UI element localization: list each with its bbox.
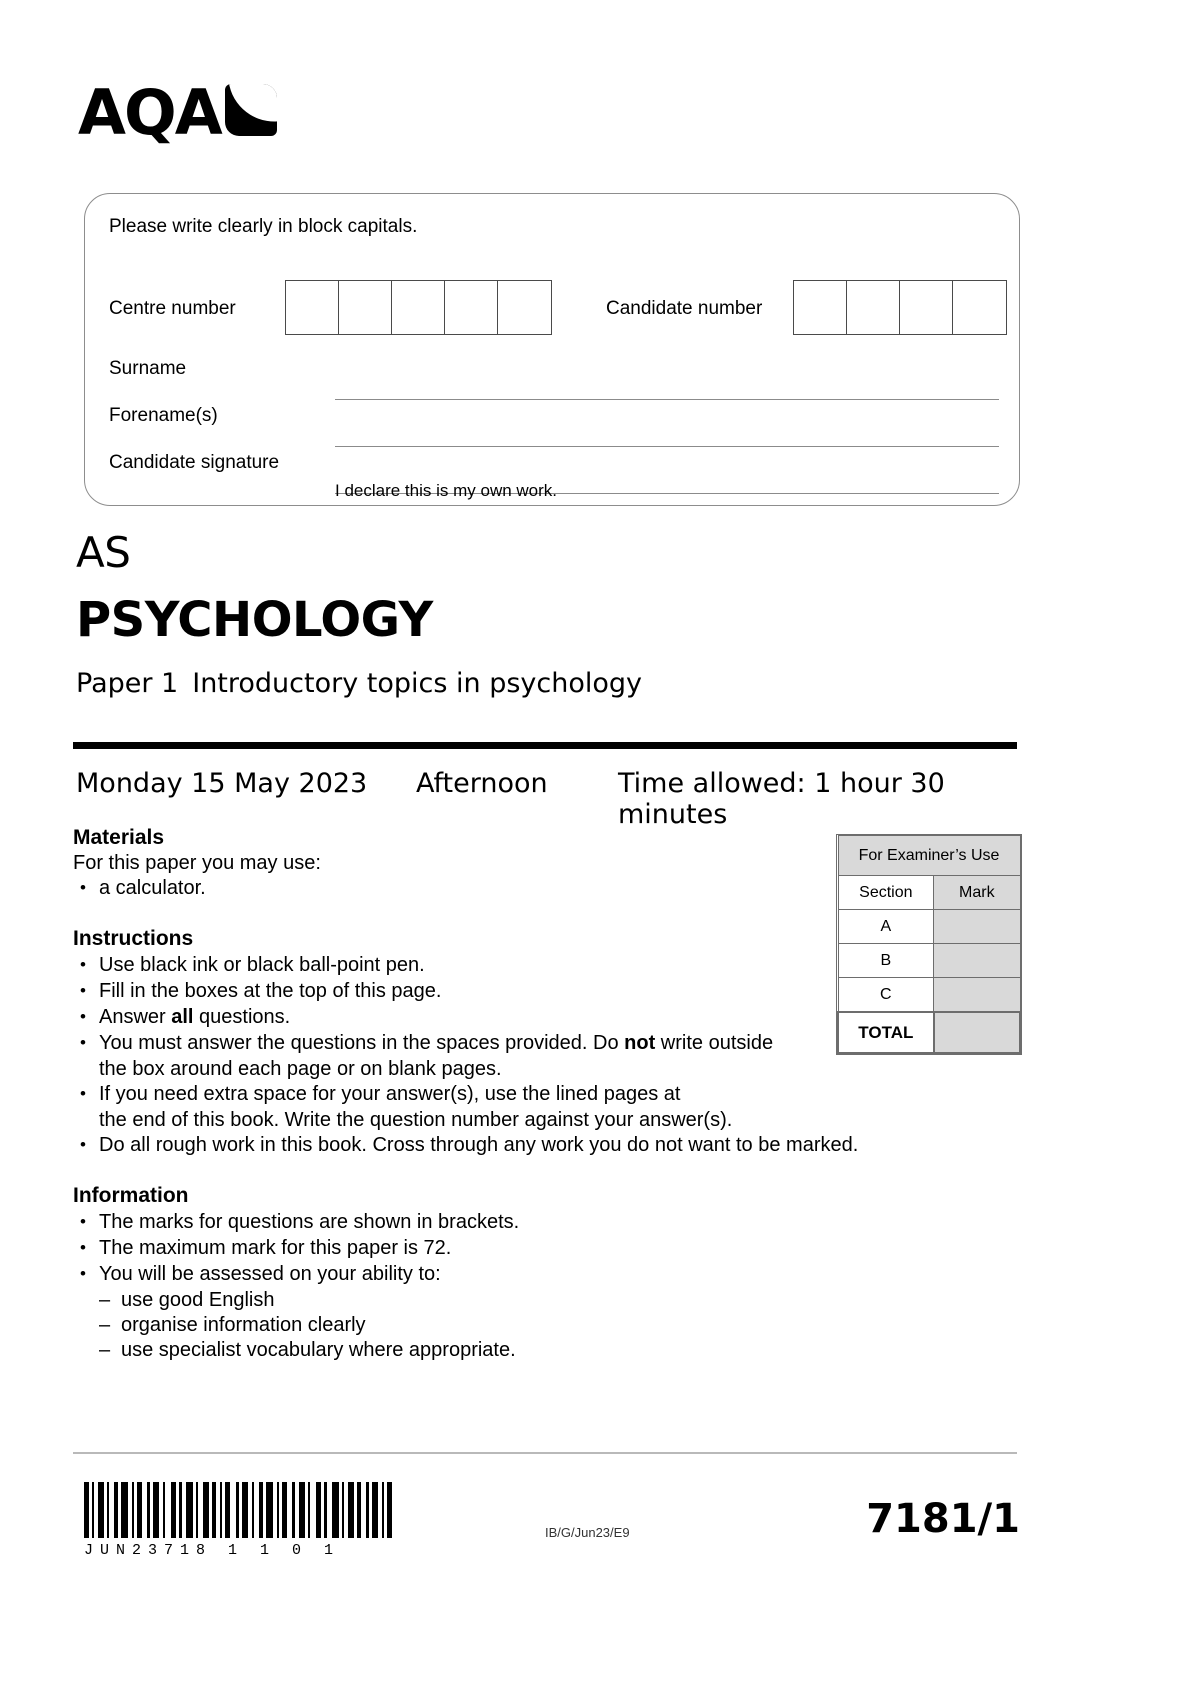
subject-title: PSYCHOLOGY	[76, 592, 433, 648]
section-label-a: A	[838, 910, 934, 944]
sub-list-item: – use specialist vocabulary where appropriate.	[99, 1338, 903, 1363]
column-header-section: Section	[838, 876, 934, 910]
number-row	[109, 280, 999, 336]
qualification-level: AS	[76, 528, 131, 577]
ib-code: IB/G/Jun23/E9	[545, 1525, 630, 1540]
centre-number-cell[interactable]	[392, 281, 445, 334]
instruction-continuation: the box around each page or on blank pages.	[99, 1058, 502, 1080]
aqa-logo-text: AQA	[78, 76, 221, 149]
information-heading: Information	[73, 1184, 189, 1207]
candidate-number-label: Candidate number	[606, 298, 763, 319]
sub-list-item: – use good English	[99, 1288, 903, 1313]
paper-title: Introductory topics in psychology	[192, 668, 643, 699]
text-post: questions.	[193, 1006, 291, 1028]
aqa-logo	[78, 76, 277, 149]
centre-number-cell[interactable]	[339, 281, 392, 334]
list-item: • You will be assessed on your ability to:	[73, 1262, 903, 1287]
sub-list-item: – organise information clearly	[99, 1313, 903, 1338]
instructions-column	[73, 826, 903, 1363]
text-pre: You must answer the questions in the spaces provided. Do	[99, 1032, 625, 1054]
list-item: • Fill in the boxes at the top of this page.	[73, 979, 903, 1004]
examiner-table-title: For Examiner’s Use	[838, 836, 1020, 876]
header-divider	[73, 742, 1017, 749]
total-label: TOTAL	[838, 1012, 934, 1053]
table-row	[838, 836, 1020, 876]
centre-number-input[interactable]	[285, 280, 552, 335]
section-label-b: B	[838, 944, 934, 978]
examiner-use-table	[836, 834, 1022, 1055]
list-item: • The maximum mark for this paper is 72.	[73, 1236, 903, 1261]
centre-number-cell[interactable]	[286, 281, 339, 334]
paper-line	[76, 668, 642, 699]
table-row	[838, 978, 1020, 1013]
list-item: • The marks for questions are shown in brackets.	[73, 1210, 903, 1235]
instructions-list-last	[73, 1133, 903, 1158]
candidate-number-cell[interactable]	[794, 281, 847, 334]
forename-input[interactable]	[335, 446, 999, 447]
candidate-details-box	[84, 193, 1020, 506]
materials-heading: Materials	[73, 826, 165, 849]
table-row	[838, 944, 1020, 978]
text-post: write outside	[655, 1032, 774, 1054]
barcode-digits: JUN23718 1 1 0 1	[84, 1542, 341, 1559]
materials-intro: For this paper you may use:	[73, 852, 321, 874]
forename-row	[109, 401, 999, 447]
surname-label: Surname	[109, 358, 187, 379]
surname-row	[109, 354, 999, 400]
exam-session: Afternoon	[416, 768, 548, 799]
candidate-number-cell[interactable]	[953, 281, 1006, 334]
time-allowed: Time allowed: 1 hour 30 minutes	[618, 768, 945, 830]
centre-number-cell[interactable]	[498, 281, 551, 334]
instructions-list-extra	[73, 1082, 903, 1107]
total-mark-cell[interactable]	[934, 1012, 1020, 1053]
mark-cell-a[interactable]	[934, 910, 1020, 944]
text-pre: Answer	[99, 1006, 172, 1028]
table-row	[838, 910, 1020, 944]
list-item: • a calculator.	[73, 876, 903, 901]
footer-divider	[73, 1452, 1017, 1454]
list-item: • Use black ink or black ball-point pen.	[73, 953, 903, 978]
centre-number-label: Centre number	[109, 298, 236, 319]
block-capitals-instruction: Please write clearly in block capitals.	[109, 216, 418, 237]
instructions-heading: Instructions	[73, 927, 194, 950]
list-item: • Do all rough work in this book. Cross through any work you do not want to be marked.	[73, 1133, 903, 1158]
section-label-c: C	[838, 978, 934, 1013]
materials-list	[73, 876, 903, 901]
paper-code: 7181/1	[866, 1496, 1020, 1542]
list-item	[73, 1031, 903, 1056]
text-bold: all	[171, 1006, 194, 1028]
information-list	[73, 1210, 903, 1287]
column-header-mark: Mark	[934, 876, 1020, 910]
table-header-row	[838, 876, 1020, 910]
instruction-continuation: the end of this book. Write the question number against your answer(s).	[99, 1109, 733, 1131]
declaration-text: I declare this is my own work.	[335, 481, 558, 500]
candidate-number-cell[interactable]	[847, 281, 900, 334]
mark-cell-c[interactable]	[934, 978, 1020, 1013]
exam-date: Monday 15 May 2023	[76, 768, 368, 799]
forename-label: Forename(s)	[109, 405, 218, 426]
surname-input[interactable]	[335, 399, 999, 400]
list-item: • If you need extra space for your answer(s), use the lined pages at	[73, 1082, 903, 1107]
assessment-sublist	[73, 1288, 903, 1363]
text-bold: not	[624, 1032, 656, 1054]
instructions-list	[73, 953, 903, 1056]
candidate-signature-label: Candidate signature	[109, 452, 280, 473]
list-item	[73, 1005, 903, 1030]
centre-number-cell[interactable]	[445, 281, 498, 334]
paper-number: Paper 1	[76, 668, 179, 699]
mark-cell-b[interactable]	[934, 944, 1020, 978]
table-total-row	[838, 1012, 1020, 1053]
candidate-number-input[interactable]	[793, 280, 1007, 335]
leaf-mark-icon	[225, 84, 277, 136]
barcode	[84, 1482, 436, 1538]
candidate-number-cell[interactable]	[900, 281, 953, 334]
